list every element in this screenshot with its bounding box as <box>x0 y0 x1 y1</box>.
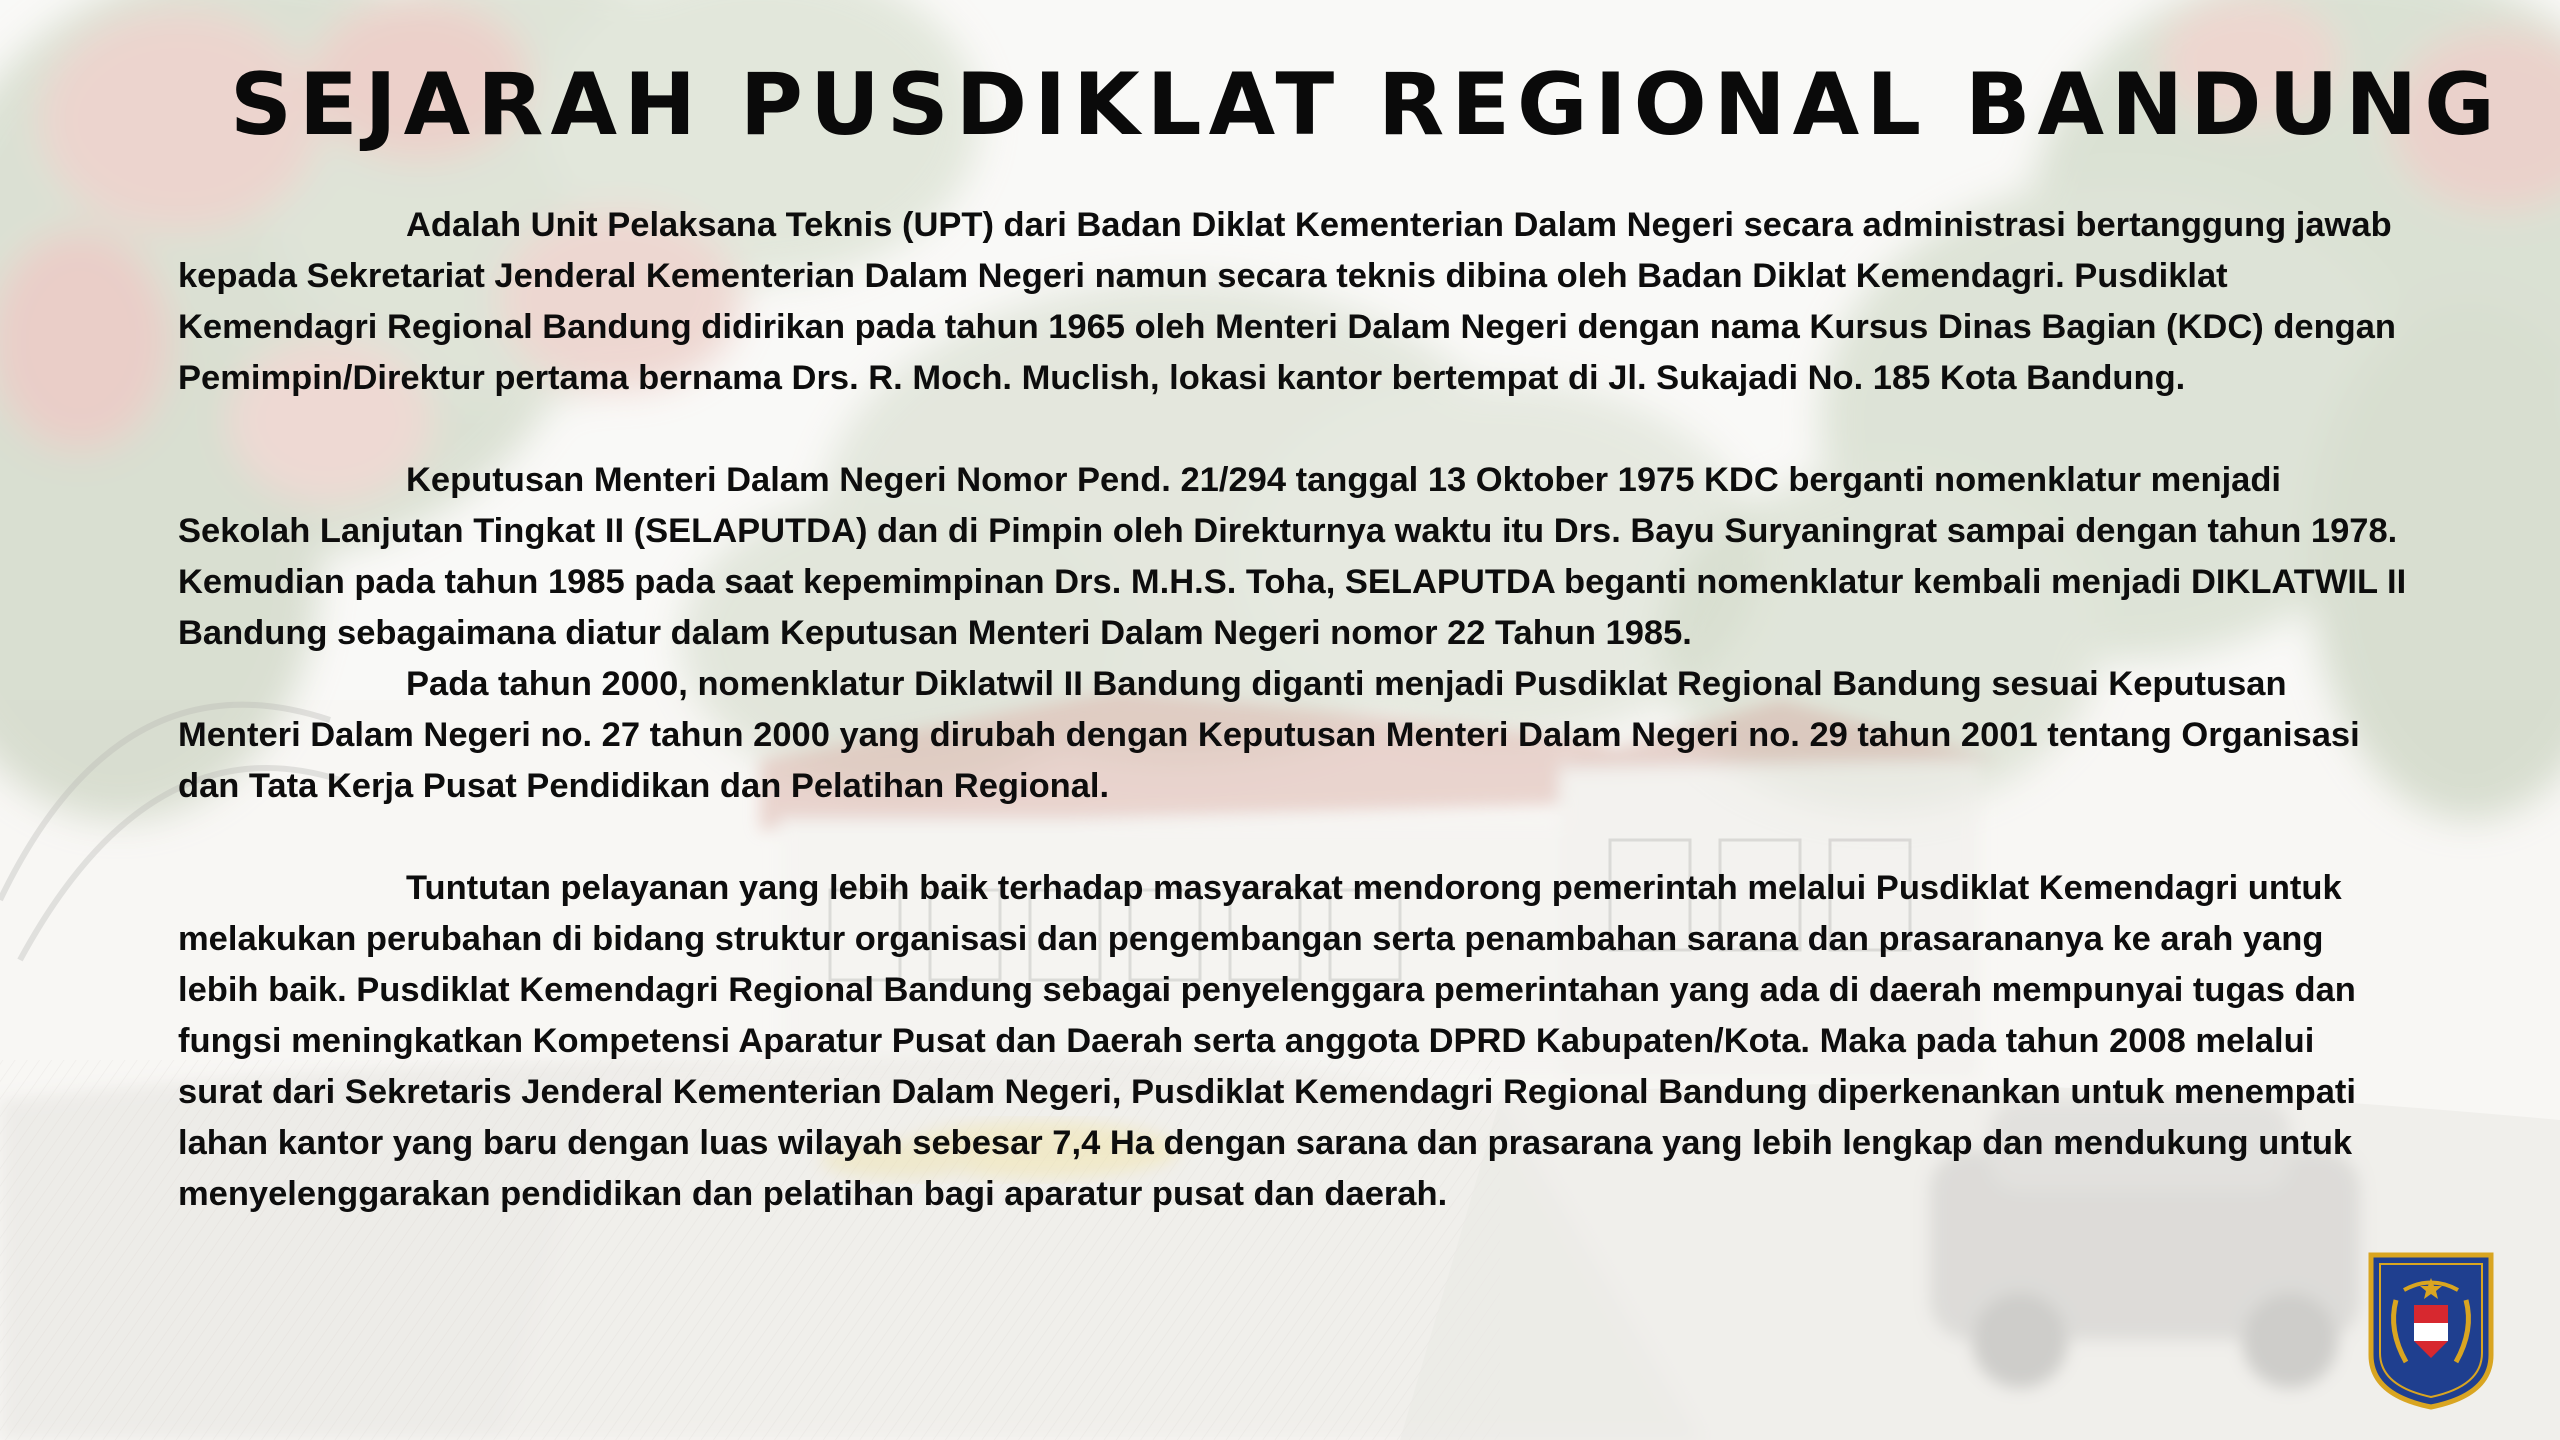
paragraph-4: Tuntutan pelayanan yang lebih baik terhadap masyarakat mendorong pemerintah melalui Pusdiklat Kemendagri untuk melakukan perubahan di bidang struktur organisasi dan pengembangan serta penambahan sarana dan prasarananya ke arah yang lebih baik. Pusdiklat Kemendagri Regional Bandung sebagai penyelenggara pemerintahan yang ada di daerah mempunyai tugas dan fungsi meningkatkan Kompetensi Aparatur Pusat dan Daerah serta anggota DPRD Kabupaten/Kota. Maka pada tahun 2008 melalui surat dari Sekretaris Jenderal Kementerian Dalam Negeri, Pusdiklat Kemendagri Regional Bandung diperkenankan untuk menempati lahan kantor yang baru dengan luas wilayah sebesar 7,4 Ha dengan sarana dan prasarana yang lebih lengkap dan mendukung untuk menyelenggarakan pendidikan dan pelatihan bagi aparatur pusat dan daerah. <box>178 869 2356 1213</box>
paragraph-2: Keputusan Menteri Dalam Negeri Nomor Pend. 21/294 tanggal 13 Oktober 1975 KDC berganti nomenklatur menjadi Sekolah Lanjutan Tingkat II (SELAPUTDA) dan di Pimpin oleh Direkturnya waktu itu Drs. Bayu Suryaningrat sampai dengan tahun 1978. Kemudian pada tahun 1985 pada saat kepemimpinan Drs. M.H.S. Toha, SELAPUTDA beganti nomenklatur kembali menjadi DIKLATWIL II Bandung sebagaimana diatur dalam Keputusan Menteri Dalam Negeri nomor 22 Tahun 1985. <box>178 461 2407 652</box>
paragraph-3: Pada tahun 2000, nomenklatur Diklatwil II Bandung diganti menjadi Pusdiklat Regional Bandung sesuai Keputusan Menteri Dalam Negeri no. 27 tahun 2000 yang dirubah dengan Keputusan Menteri Dalam Negeri no. 29 tahun 2001 tentang Organisasi dan Tata Kerja Pusat Pendidikan dan Pelatihan Regional. <box>178 665 2360 805</box>
paragraph-1: Adalah Unit Pelaksana Teknis (UPT) dari Badan Diklat Kementerian Dalam Negeri secara administrasi bertanggung jawab kepada Sekretariat Jenderal Kementerian Dalam Negeri namun secara teknis dibina oleh Badan Diklat Kemendagri. Pusdiklat Kemendagri Regional Bandung didirikan pada tahun 1965 oleh Menteri Dalam Negeri dengan nama Kursus Dinas Bagian (KDC) dengan Pemimpin/Direktur pertama bernama Drs. R. Moch. Muclish, lokasi kantor bertempat di Jl. Sukajadi No. 185 Kota Bandung. <box>178 206 2396 397</box>
paragraph-spacer <box>178 812 2408 863</box>
page-title: SEJARAH PUSDIKLAT REGIONAL BANDUNG <box>230 55 2502 155</box>
kemendagri-emblem-icon <box>2366 1250 2496 1410</box>
history-text-body <box>178 200 2408 1220</box>
paragraph-spacer <box>178 404 2408 455</box>
